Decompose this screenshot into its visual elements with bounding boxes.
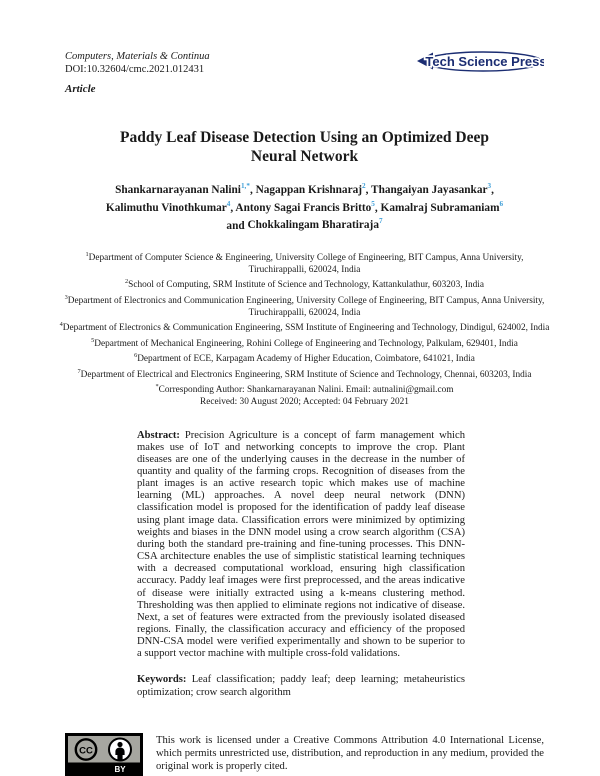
authors-line: Shankarnarayanan Nalini$^{1,*}$, Nagappan Krishnaraj$^2$, Thangaiyan Jayasankar$^3$, Kalimuthu Vinothkumar$^4$, Antony Sagai Francis Britto$^5$, Kamalraj Subramaniam$^6$ and Chokkalingam Bharatiraja$^7$ bbox=[105, 182, 504, 232]
author-name: Antony Sagai Francis Britto$^5$ bbox=[235, 199, 375, 214]
received-accepted-dates: Received: 30 August 2020; Accepted: 04 February 2021 bbox=[200, 397, 409, 408]
author-name: Kalimuthu Vinothkumar$^4$ bbox=[105, 199, 231, 214]
author-name: Kamalraj Subramaniam$^6$ bbox=[380, 199, 504, 214]
affiliation-line: $^3$Department of Electronics and Communication Engineering, University College of Engineering, BIT Campus, Anna University, Tiruchirappalli, 620024, India bbox=[64, 293, 545, 318]
author-name: Shankarnarayanan Nalini$^{1,*}$ bbox=[115, 182, 250, 196]
author-name: Chokkalingam Bharatiraja$^7$ bbox=[247, 217, 383, 232]
journal-name: Computers, Materials & Continua bbox=[65, 51, 210, 62]
paper-title: Paddy Leaf Disease Detection Using an Optimized Deep Neural Network bbox=[120, 129, 489, 165]
publisher-logo-text: Tech Science Press bbox=[425, 54, 544, 69]
journal-block bbox=[65, 50, 210, 95]
author-name: Thangaiyan Jayasankar$^3$ bbox=[371, 182, 492, 196]
cc-by-badge-icon bbox=[65, 733, 143, 776]
tech-science-press-logo-icon bbox=[414, 48, 544, 78]
affiliation-line: $^1$Department of Computer Science & Engineering, University College of Engineering, BIT Campus, Anna University, Tiruchirappalli, 620024, India bbox=[85, 251, 524, 275]
license-section bbox=[65, 733, 544, 776]
abstract-label: Abstract: bbox=[137, 429, 180, 441]
cc-by-badge bbox=[65, 733, 143, 776]
affiliation-line: $^2$School of Computing, SRM Institute of Science and Technology, Kattankulathur, 603203, India bbox=[125, 278, 484, 291]
affiliation-line: $^6$Department of ECE, Karpagam Academy of Higher Education, Coimbatore, 641021, India bbox=[134, 352, 475, 365]
affiliation-line: $^4$Department of Electronics & Communication Engineering, SSM Institute of Engineering and Technology, Dindigul, 624002, India bbox=[59, 321, 550, 334]
by-label: BY bbox=[114, 764, 126, 774]
page-header bbox=[65, 50, 544, 95]
abstract-text: Precision Agriculture is a concept of farm management which makes use of IoT and networking concepts to improve the crop. Plant diseases are one of the underlying causes in the decrease in the number of quantity and quality of the farming crops. Recognition of diseases from the plant images is an active research topic which makes use of machine learning (ML) approaches. A novel deep neural network (DNN) classification model is proposed for the identification of paddy leaf disease using plant image data. Classification errors were minimized by optimizing weights and biases in the DNN model using a crow search algorithm (CSA) during both the standard pre-training and fine-tuning processes. This DNN-CSA architecture enables the use of simplistic statistical learning techniques with a decreased computational workload, ensuring high classification accuracy. Paddy leaf images were first preprocessed, and the areas indicative of disease were initially extracted using a k-means clustering method. Thresholding was then applied to eliminate regions not indicative of disease. Next, a set of features were extracted from the previously isolated diseased regions. Finally, the classification accuracy and efficiency of the proposed DNN-CSA model were verified experimentally and shown to be superior to a support vector machine with multiple cross-fold validations. bbox=[137, 429, 465, 660]
abstract-paragraph bbox=[137, 430, 465, 661]
affiliations-block bbox=[57, 249, 552, 397]
publisher-logo bbox=[414, 48, 544, 83]
author-name: Nagappan Krishnaraj$^2$ bbox=[255, 182, 366, 196]
affiliation-line: *Corresponding Author: Shankarnarayanan Nalini. Email: autnalini@gmail.com bbox=[155, 383, 454, 396]
affiliation-line: $^7$Department of Electrical and Electronics Engineering, SRM Institute of Science and Technology, Chennai, 603203, India bbox=[77, 367, 532, 380]
doi: DOI:10.32604/cmc.2021.012431 bbox=[65, 64, 205, 75]
keywords-text: Leaf classification; paddy leaf; deep learning; metaheuristics optimization; crow search algorithm bbox=[137, 673, 465, 698]
article-type-label: Article bbox=[65, 83, 96, 95]
license-text: This work is licensed under a Creative Commons Attribution 4.0 International License, which permits unrestricted use, distribution, and reproduction in any medium, provided the original work is properly cited. bbox=[156, 734, 544, 772]
cc-label: CC bbox=[79, 745, 93, 757]
keywords-paragraph bbox=[137, 673, 465, 699]
affiliation-line: $^5$Department of Mechanical Engineering, Rohini College of Engineering and Technology, Palkulam, 629401, India bbox=[91, 336, 518, 349]
keywords-label: Keywords: bbox=[137, 673, 187, 685]
